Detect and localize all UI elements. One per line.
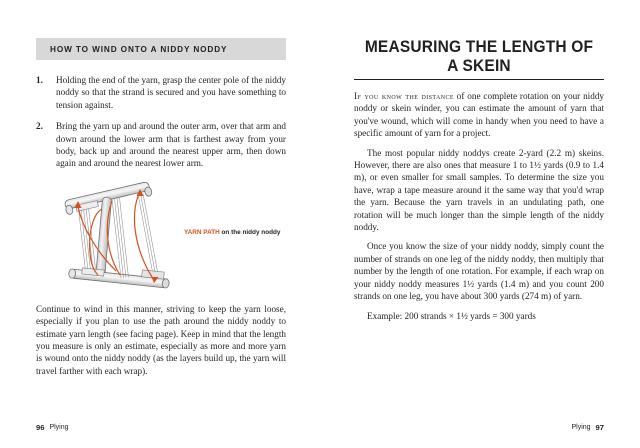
section-name: Plying [571, 424, 591, 431]
folio-right [571, 423, 604, 432]
section-banner-title: HOW TO WIND ONTO A NIDDY NODDY [50, 44, 228, 54]
paragraph-2: The most popular niddy noddys create 2-yard (2.2 m) skeins. However, there are also ones that measure 1 to 1½ yards (0.9 to 1.4 m), or even smaller for small samples. To determine the size you have, wrap a tape measure around it the same way that you'd wrap the yarn. Because the yarn travels in an undulating path, one rotation will be much longer than the simple length of the niddy noddy. [354, 147, 604, 233]
step-number: 1. [36, 75, 43, 85]
step-text: Holding the end of the yarn, grasp the center pole of the niddy noddy so that the strand is secured and you have something to tension against. [56, 75, 286, 110]
right-page [320, 0, 640, 448]
paragraph-3: Once you know the size of your niddy noddy, simply count the number of strands on one leg of the niddy noddy, then multiply that number by the length of one rotation. For example, if each wrap on your niddy noddy measures 1½ yards (1.4 m) and you count 200 strands on one leg, you have about 300 yards (274 m) of yarn. [354, 241, 604, 302]
yarn-path-label-highlight: YARN PATH [184, 228, 220, 236]
step-text: Bring the yarn up and around the outer arm, over that arm and down around the lower arm that is farthest away from your body, back up and around the nearest upper arm, then down again and around the nearest lower arm. [56, 121, 286, 169]
paragraph-4-example: Example: 200 strands × 1½ yards = 300 yards [367, 310, 536, 321]
page-title: MEASURING THE LENGTH OF A SKEIN [364, 38, 594, 75]
folio-left [36, 423, 69, 432]
steps-list [36, 74, 286, 170]
section-name: Plying [49, 424, 69, 431]
closing-paragraph: Continue to wind in this manner, striving to keep the yarn loose, especially if you plan to use the path around the niddy noddy to estimate yarn length (see facing page). Keep in mind that the length you measure is only an estimate, especially as more and more yarn is wound onto the niddy noddy (as the layers build up, the yarn will travel farther with each wrap). [36, 303, 286, 376]
title-rule [354, 79, 604, 80]
step-number: 2. [36, 121, 43, 132]
niddy-noddy-yarn-path-diagram [36, 179, 286, 297]
paragraph-1-text: of one complete rotation on your niddy noddy or skein winder, you can estimate the amount of yarn that you've wound, which will come in handy when you need to have a specific amount of yarn for a project. [354, 91, 605, 139]
page-number: 96 [36, 423, 45, 432]
list-item [36, 74, 286, 111]
lead-in-smallcaps: If you know the distance [354, 91, 454, 101]
yarn-path-label [184, 229, 304, 237]
section-banner [36, 38, 286, 60]
niddy-noddy-illustration-svg [42, 179, 222, 297]
paragraph-1 [354, 90, 604, 140]
yarn-path-label-rest: on the niddy noddy [219, 228, 281, 236]
page-number: 97 [595, 423, 604, 432]
list-item [36, 120, 286, 170]
